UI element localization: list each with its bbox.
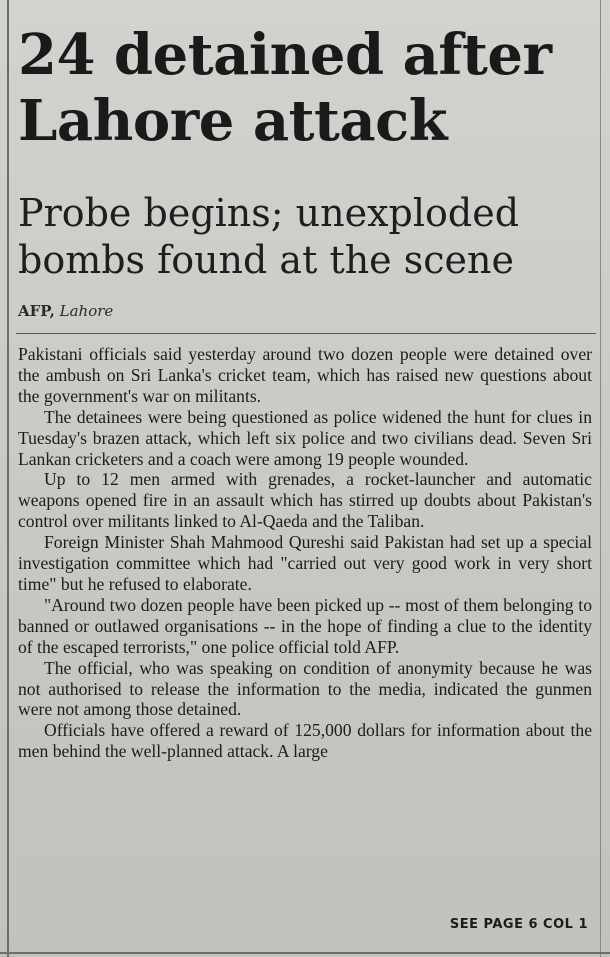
- paragraph: Officials have offered a reward of 125,000 dollars for information about the men behind the well-planned attack. A large: [18, 720, 592, 762]
- bottom-rule: [0, 952, 610, 954]
- byline: [18, 300, 113, 322]
- byline-location: Lahore: [59, 302, 114, 320]
- paragraph: Foreign Minister Shah Mahmood Qureshi said Pakistan had set up a special investigation committee which had "carried out very good work in very short time" but he refused to elaborate.: [18, 532, 592, 594]
- subheadline: Probe begins; unexploded bombs found at the scene: [18, 191, 520, 282]
- column-rule-right: [600, 0, 601, 957]
- column-rule-left: [7, 0, 9, 957]
- paragraph: Up to 12 men armed with grenades, a rocket-launcher and automatic weapons opened fire in an assault which has stirred up doubts about Pakistan's control over militants linked to Al-Qaeda and the Taliban.: [18, 469, 592, 532]
- byline-divider: [16, 333, 596, 334]
- paragraph: The official, who was speaking on condition of anonymity because he was not authorised to release the information to the media, indicated the gunmen were not among those detained.: [18, 657, 592, 720]
- paragraph: The detainees were being questioned as police widened the hunt for clues in Tuesday's brazen attack, which left six police and two civilians dead. Seven Sri Lankan cricketers and a coach were among 19 people wounded.: [18, 406, 592, 469]
- continuation-reference: SEE PAGE 6 COL 1: [449, 917, 588, 932]
- paragraph: Pakistani officials said yesterday around two dozen people were detained over the ambush on Sri Lanka's cricket team, which has raised new questions about the government's war on militants.: [18, 344, 592, 406]
- article-body: [18, 344, 592, 762]
- byline-source: AFP,: [18, 302, 55, 320]
- headline: 24 detained after Lahore attack: [18, 22, 552, 154]
- paragraph: "Around two dozen people have been picked up -- most of them belonging to banned or outlawed organisations -- in the hope of finding a clue to the identity of the escaped terrorists," one police official told AFP.: [18, 594, 592, 657]
